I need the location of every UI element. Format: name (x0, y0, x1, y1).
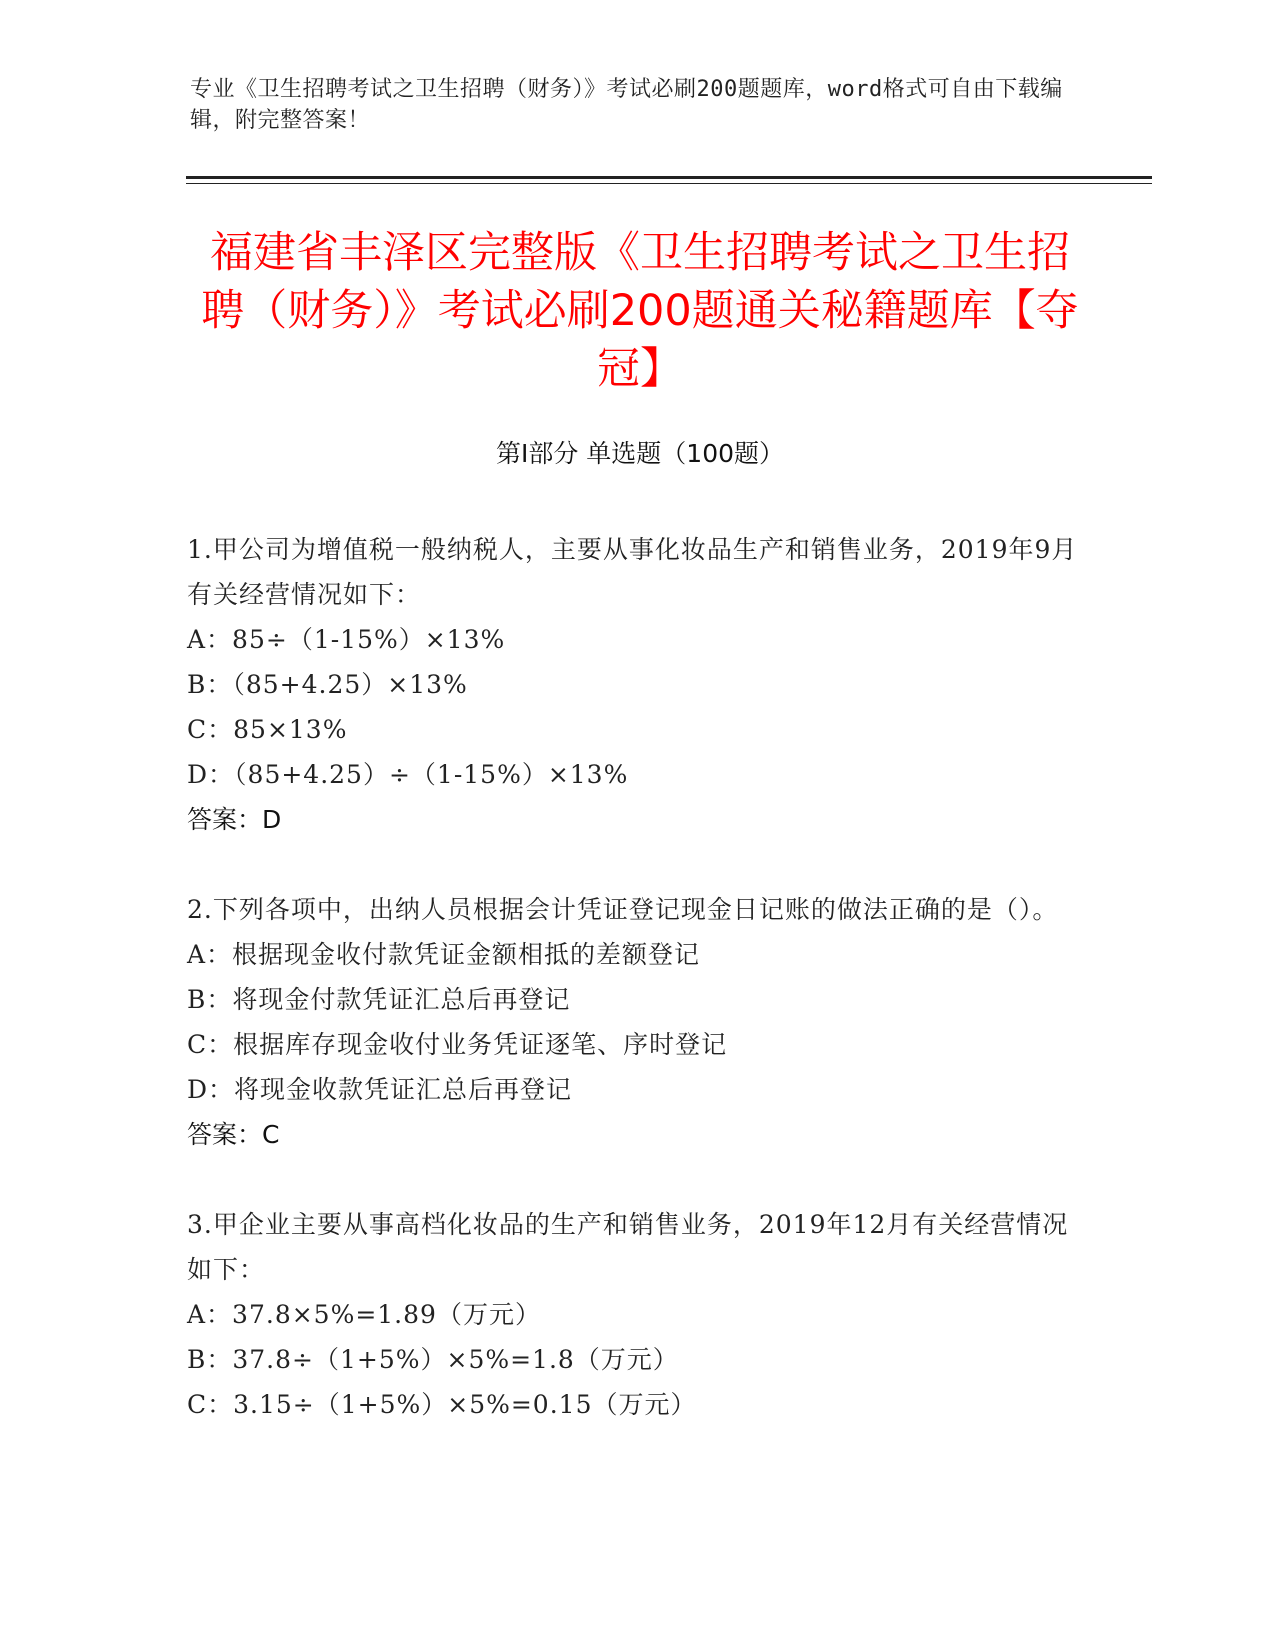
option-b: B：37.8÷（1+5%）×5%=1.8（万元） (187, 1345, 679, 1374)
option-b: B：将现金付款凭证汇总后再登记 (187, 985, 571, 1014)
option-d: D：将现金收款凭证汇总后再登记 (187, 1075, 573, 1104)
option-c: C：3.15÷（1+5%）×5%=0.15（万元） (187, 1390, 697, 1419)
option-d: D：（85+4.25）÷（1-15%）×13% (187, 760, 629, 789)
option-b: B：（85+4.25）×13% (187, 670, 468, 699)
question-list (187, 527, 1087, 1472)
option-a: A：37.8×5%=1.89（万元） (187, 1300, 541, 1329)
option-c: C：根据库存现金收付业务凭证逐笔、序时登记 (187, 1030, 728, 1059)
option-a: A：根据现金收付款凭证金额相抵的差额登记 (187, 940, 701, 969)
option-c: C：85×13% (187, 715, 348, 744)
section-title: 第I部分 单选题（100题） (495, 439, 785, 468)
option-a: A：85÷（1-15%）×13% (187, 625, 506, 654)
question-1 (187, 527, 1087, 842)
question-stem: 3.甲企业主要从事高档化妆品的生产和销售业务，2019年12月有关经营情况如下： (187, 1210, 1069, 1284)
question-3 (187, 1202, 1087, 1427)
question-stem: 1.甲公司为增值税一般纳税人，主要从事化妆品生产和销售业务，2019年9月有关经营情况如下： (187, 535, 1078, 609)
answer: 答案：D (187, 805, 282, 834)
header-note: 专业《卫生招聘考试之卫生招聘（财务）》考试必刷200题题库，word格式可自由下载编辑，附完整答案！ (190, 77, 1063, 133)
header-rule-thick (186, 176, 1152, 179)
question-2 (187, 887, 1087, 1157)
answer: 答案：C (187, 1120, 280, 1149)
header-rule-thin (186, 183, 1152, 184)
document-title: 福建省丰泽区完整版《卫生招聘考试之卫生招聘（财务）》考试必刷200题通关秘籍题库【夺冠】 (201, 228, 1079, 394)
question-stem: 2.下列各项中，出纳人员根据会计凭证登记现金日记账的做法正确的是（）。 (187, 895, 1059, 924)
